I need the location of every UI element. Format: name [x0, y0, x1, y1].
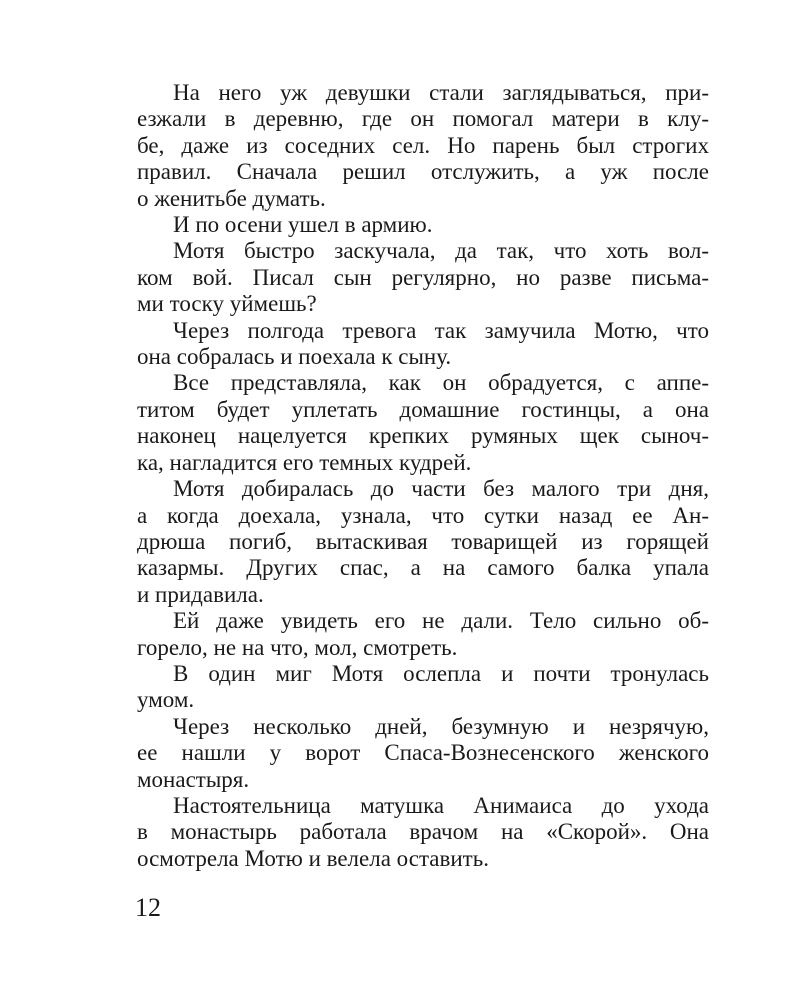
text-line: она собралась и поехала к сыну. — [137, 344, 452, 370]
text-line: ее нашли у ворот Спаса-Вознесенского женского — [137, 740, 709, 766]
paragraph — [137, 318, 709, 371]
text-line: езжали в деревню, где он помогал матери в клу- — [137, 106, 709, 132]
page-number: 12 — [135, 893, 161, 922]
text-line: Настоятельница матушка Анимаиса до ухода — [173, 792, 709, 818]
text-line: дрюша погиб, вытаскивая товарищей из горящей — [137, 528, 709, 554]
paragraph — [137, 212, 709, 238]
text-line: ком вой. Писал сын регулярно, но разве письма- — [137, 264, 709, 290]
text-line: в монастырь работала врачом на «Скорой». Она — [137, 819, 709, 845]
text-line: правил. Сначала решил отслужить, а уж после — [137, 159, 709, 185]
text-line: ми тоску уймешь? — [137, 291, 317, 317]
text-line: Мотя добиралась до части без малого три дня, — [173, 476, 709, 502]
text-line: а когда доехала, узнала, что сутки назад ее Ан- — [137, 502, 709, 528]
text-line: Через несколько дней, безумную и незрячую, — [173, 713, 709, 739]
text-line: И по осени ушел в армию. — [173, 212, 433, 238]
text-line: о женитьбе думать. — [137, 185, 326, 211]
paragraph — [137, 476, 709, 608]
text-line: Через полгода тревога так замучила Мотю, что — [173, 317, 709, 343]
paragraph — [137, 80, 709, 212]
text-line: Все представляла, как он обрадуется, с аппе- — [173, 370, 709, 396]
page-body — [137, 80, 709, 872]
paragraph — [137, 793, 709, 872]
text-line: На него уж девушки стали заглядываться, при- — [173, 80, 709, 105]
text-line: горело, не на что, мол, смотреть. — [137, 634, 458, 660]
text-line: монастыря. — [137, 766, 250, 792]
text-line: осмотрела Мотю и велела оставить. — [137, 845, 489, 871]
paragraph — [137, 238, 709, 317]
paragraph — [137, 714, 709, 793]
paragraph — [137, 661, 709, 714]
text-line: казармы. Других спас, а на самого балка упала — [137, 555, 709, 581]
text-line: ка, нагладится его темных кудрей. — [137, 449, 472, 475]
text-line: умом. — [137, 687, 195, 713]
text-line: бе, даже из соседних сел. Но парень был строгих — [137, 132, 709, 158]
paragraph — [137, 608, 709, 661]
text-line: титом будет уплетать домашние гостинцы, а она — [137, 396, 709, 422]
text-line: наконец нацелуется крепких румяных щек сыноч- — [137, 423, 709, 449]
paragraph — [137, 370, 709, 476]
text-line: В один миг Мотя ослепла и почти тронулась — [173, 660, 709, 686]
text-line: Ей даже увидеть его не дали. Тело сильно об- — [173, 608, 709, 634]
text-line: Мотя быстро заскучала, да так, что хоть вол- — [173, 238, 709, 264]
text-line: и придавила. — [137, 581, 264, 607]
